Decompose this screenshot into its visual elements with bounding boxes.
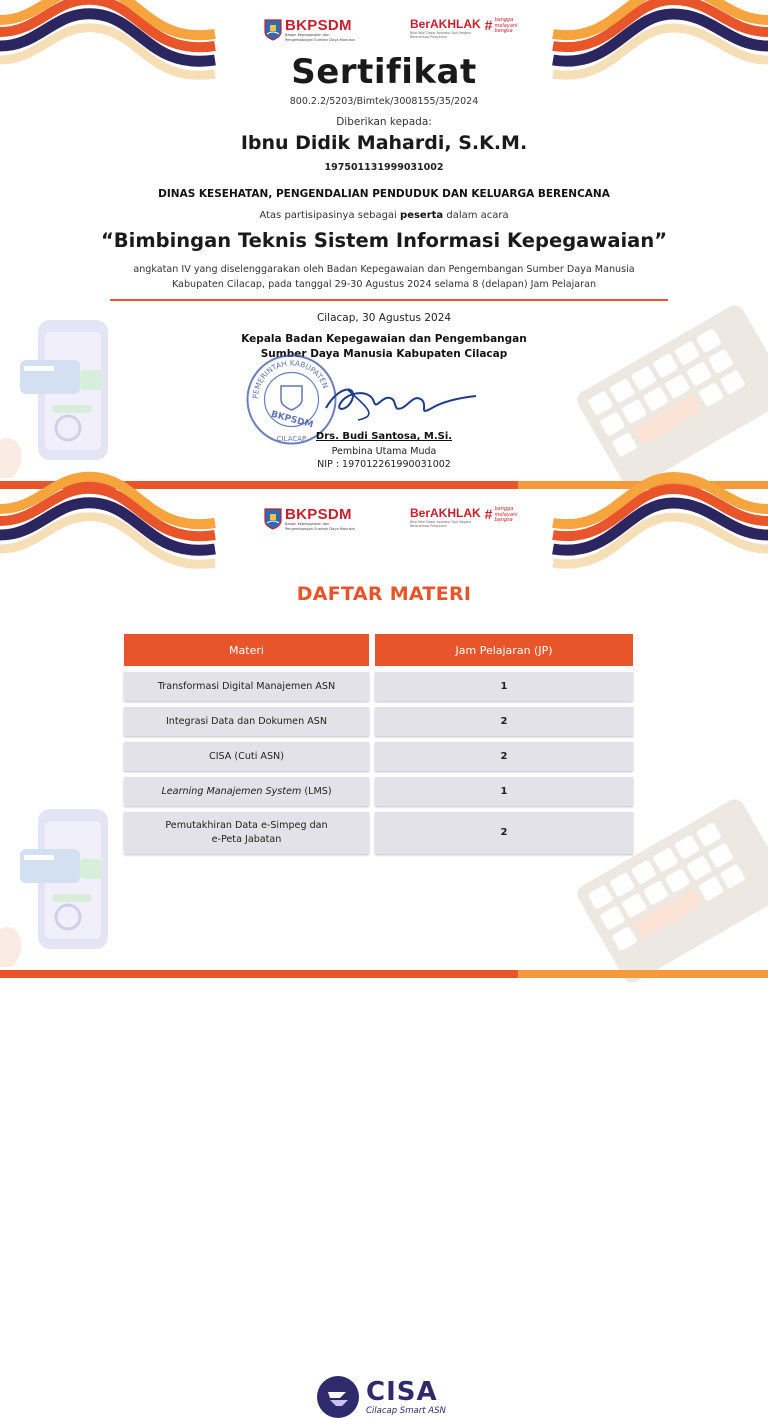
event-name: “Bimbingan Teknis Sistem Informasi Kepegawaian”: [100, 229, 668, 252]
signer-name: Drs. Budi Santosa, M.Si.: [315, 431, 453, 442]
bangga-text: bangga: [494, 17, 514, 23]
bangsa-text: bangsa: [494, 28, 513, 34]
signer-title-line: Sumber Daya Manusia Kabupaten Cilacap: [260, 348, 508, 360]
bkpsdm-logo-subtext: Badan Kepegawaian dan Pengembangan Sumber Daya Manusia: [285, 522, 355, 531]
materi-cell: [124, 812, 369, 854]
berakhlak-logo: [410, 18, 517, 39]
materi-cell: Transformasi Digital Manajemen ASN: [124, 672, 369, 701]
materi-italic-text: Learning Manajemen System: [161, 786, 302, 797]
participation-statement: [0, 210, 768, 221]
materi-line: Pemutakhiran Data e-Simpeg dan: [165, 820, 328, 831]
table-header-row: [124, 634, 633, 666]
jp-cell: 2: [375, 812, 633, 854]
signer-nip: NIP : 197012261990031002: [317, 459, 451, 470]
hashtag-icon: #: [484, 17, 493, 33]
sign-place-date: Cilacap, 30 Agustus 2024: [316, 312, 452, 324]
table-row: [124, 672, 633, 701]
wave-decoration-right: [553, 489, 768, 569]
certificate-title: Sertifikat: [291, 52, 477, 92]
materi-cell: Integrasi Data dan Dokumen ASN: [124, 707, 369, 736]
jp-cell: 2: [375, 707, 633, 736]
melayani-text: melayani: [494, 511, 518, 518]
participation-role: peserta: [400, 210, 444, 221]
materi-cell: CISA (Cuti ASN): [124, 742, 369, 771]
column-header-jp: Jam Pelajaran (JP): [375, 634, 633, 666]
event-description-line: angkatan IV yang diselenggarakan oleh Badan Kepegawaian dan Pengembangan Sumber Daya Manusia: [133, 264, 635, 275]
cisa-logo-text: CISA: [366, 1377, 438, 1407]
signature-icon: [318, 378, 478, 423]
table-row: [124, 707, 633, 736]
stamp-middle-text: BKPSDM: [269, 409, 315, 431]
bangsa-text: bangsa: [494, 517, 513, 523]
table-row: [124, 777, 633, 806]
stamp-top-text: PEMERINTAH KABUPATEN: [250, 358, 331, 400]
cilacap-crest-icon: [264, 19, 282, 41]
cisa-logo: [316, 1375, 446, 1419]
divider-line: [110, 299, 668, 301]
jp-cell: 2: [375, 742, 633, 771]
column-header-materi: Materi: [124, 634, 369, 666]
phone-illustration-icon: [0, 799, 130, 969]
table-row: [124, 742, 633, 771]
berakhlak-logo-subtext: Nilai-Nilai Dasar Aparatur Sipil Negara Berorientasi Pelayanan: [410, 520, 471, 528]
table-row: [124, 812, 633, 854]
signer-rank: Pembina Utama Muda: [331, 446, 437, 457]
event-description-line: Kabupaten Cilacap, pada tanggal 29-30 Agustus 2024 selama 8 (delapan) Jam Pelajaran: [171, 279, 597, 290]
certificate-page: [0, 0, 768, 489]
jp-cell: 1: [375, 672, 633, 701]
berakhlak-logo: [410, 507, 517, 528]
jp-cell: 1: [375, 777, 633, 806]
material-table: [118, 628, 639, 860]
participation-before: Atas partisipasinya sebagai: [259, 210, 401, 221]
cilacap-crest-icon: [264, 508, 282, 530]
bottom-stripe: [0, 970, 768, 978]
bkpsdm-logo: [264, 507, 355, 531]
berakhlak-logo-text: BerAKHLAK: [410, 506, 481, 520]
cisa-tagline: Cilacap Smart ASN: [366, 1406, 446, 1416]
melayani-text: melayani: [494, 22, 518, 29]
bangga-melayani-logo: [485, 507, 518, 524]
hashtag-icon: #: [484, 506, 493, 522]
materi-cell: [124, 777, 369, 806]
recipient-nip: 197501131999031002: [324, 162, 444, 173]
stamp-bottom-text: CILACAP: [276, 435, 307, 443]
event-description: [0, 262, 768, 292]
participation-after: dalam acara: [443, 210, 509, 221]
bkpsdm-logo-text: BKPSDM: [285, 17, 352, 34]
berakhlak-logo-text: BerAKHLAK: [410, 17, 481, 31]
materi-line: e-Peta Jabatan: [211, 834, 282, 845]
cisa-logo-icon: [316, 1375, 360, 1419]
bangga-text: bangga: [494, 506, 514, 512]
materi-rest-text: (LMS): [301, 786, 332, 797]
given-to-label: Diberikan kepada:: [336, 116, 432, 128]
signer-title-line: Kepala Badan Kepegawaian dan Pengembangan: [241, 333, 527, 345]
material-list-page: [0, 489, 768, 1416]
material-list-title: DAFTAR MATERI: [296, 583, 472, 605]
wave-decoration-left: [0, 489, 215, 569]
berakhlak-logo-subtext: Nilai-Nilai Dasar Aparatur Sipil Negara Berorientasi Pelayanan: [410, 31, 471, 39]
recipient-name: Ibnu Didik Mahardi, S.K.M.: [240, 132, 528, 154]
recipient-institution: DINAS KESEHATAN, PENGENDALIAN PENDUDUK DAN KELUARGA BERENCANA: [158, 188, 610, 200]
bkpsdm-logo-subtext: Badan Kepegawaian dan Pengembangan Sumber Daya Manusia: [285, 33, 355, 42]
bangga-melayani-logo: [485, 18, 518, 35]
certificate-number: 800.2.2/5203/Bimtek/3008155/35/2024: [289, 96, 479, 107]
bkpsdm-logo: [264, 18, 355, 42]
signer-title: [0, 332, 768, 362]
bkpsdm-logo-text: BKPSDM: [285, 506, 352, 523]
